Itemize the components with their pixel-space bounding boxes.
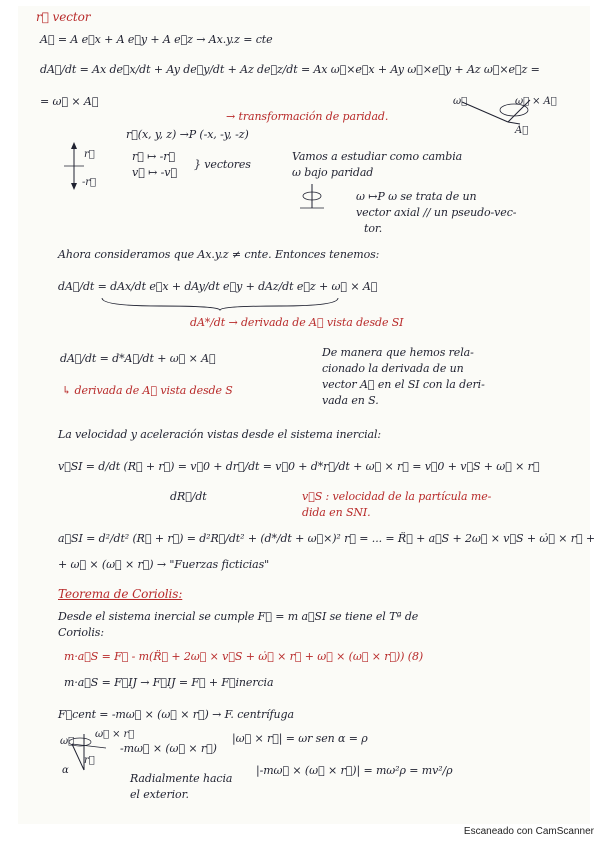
fig-omega-2-label: ω⃗ (60, 736, 75, 747)
fig-omega-cross-a-label: ω⃗ × A⃗ (515, 96, 557, 107)
study-omega-note: Vamos a estudiar como cambia (292, 150, 463, 163)
r-maps-minus-r: r⃗ ↦ -r⃗ (132, 150, 176, 163)
equation-centrifugal: F⃗cent = -mω⃗ × (ω⃗ × r⃗) → F. centrífuga (58, 708, 294, 721)
relation-note-4: vada en S. (322, 394, 379, 407)
equation-omega-cross-a: = ω⃗ × A⃗ (40, 95, 99, 108)
fig-r-label: r⃗ (84, 149, 95, 160)
fictitious-forces-line: + ω⃗ × (ω⃗ × r⃗) → "Fuerzas ficticias" (58, 558, 270, 571)
parity-transformation-note: → transformación de paridad. (226, 110, 389, 123)
radially-outward-note: Radialmente hacia (130, 772, 233, 785)
vs-definition-continued: dida en SNI. (302, 506, 371, 519)
coriolis-intro: Desde el sistema inercial se cumple F⃗ = m a⃗SI se tiene el Tª de (58, 610, 419, 623)
axial-pseudo-vector-note: vector axial // un pseudo-vec- (356, 206, 517, 219)
equation-centrifugal-magnitude: |-mω⃗ × (ω⃗ × r⃗)| = mω²ρ = mv²/ρ (256, 764, 453, 777)
relation-note-3: vector A⃗ en el SI con la deri- (322, 378, 485, 391)
coriolis-intro-continued: Coriolis: (58, 626, 104, 639)
equation-acceleration-si: a⃗SI = d²/dt² (R⃗ + r⃗) = d²R⃗/dt² + (d*/dt + ω⃗×)² r⃗ = ... = R̈⃗ + a⃗S + 2ω⃗ × v⃗S + ω̇⃗ × r⃗ + (58, 532, 596, 545)
equation-inertial-force: m·a⃗S = F⃗IJ → F⃗IJ = F⃗ + F⃗inercia (64, 676, 274, 689)
parity-mapping: r⃗(x, y, z) →P (-x, -y, -z) (126, 128, 249, 141)
radially-outward-continued: el exterior. (130, 788, 189, 801)
equation-velocity-si: v⃗SI = d/dt (R⃗ + r⃗) = v⃗0 + dr⃗/dt = v⃗0 + d*r⃗/dt + ω⃗ × r⃗ = v⃗0 + v⃗S + ω⃗ × r⃗ (58, 460, 540, 473)
fig-r-2-label: r⃗ (84, 755, 95, 766)
fig-alpha-label: α (62, 765, 69, 776)
equation-derivative-constant: dA⃗/dt = Ax de⃗x/dt + Ay de⃗y/dt + Az de⃗z/dt = Ax ω⃗×e⃗x + Ay ω⃗×e⃗y + Az ω⃗×e⃗z = (40, 63, 540, 76)
equation-full-derivative: dA⃗/dt = dAx/dt e⃗x + dAy/dt e⃗y + dAz/dt e⃗z + ω⃗ × A⃗ (58, 280, 378, 293)
centrifugal-force-expression: -mω⃗ × (ω⃗ × r⃗) (120, 742, 217, 755)
equation-rho: |ω⃗ × r⃗| = ωr sen α = ρ (232, 732, 368, 745)
relation-note-1: De manera que hemos rela- (322, 346, 474, 359)
non-constant-intro: Ahora consideramos que Ax.y.z ≠ cnte. Entonces tenemos: (58, 248, 380, 261)
omega-axial-vector-note: ω ↦P ω se trata de un (356, 190, 477, 203)
equation-derivative-relation: dA⃗/dt = d*A⃗/dt + ω⃗ × A⃗ (60, 352, 216, 365)
rotating-omega-icon (296, 180, 330, 214)
derivative-seen-from-si: dA*/dt → derivada de A⃗ vista desde SI (190, 316, 404, 329)
vectors-brace-label: } vectores (194, 158, 251, 171)
omega-under-parity-note: ω bajo paridad (292, 166, 374, 179)
vs-definition-note: v⃗S : velocidad de la partícula me- (302, 490, 492, 503)
coriolis-theorem-heading: Teorema de Coriolis: (58, 587, 183, 601)
fig-minus-r-label: -r⃗ (82, 177, 96, 188)
v-maps-minus-v: v⃗ ↦ -v⃗ (132, 166, 177, 179)
derivative-seen-from-s: ↳ derivada de A⃗ vista desde S (62, 384, 233, 397)
relation-note-2: cionado la derivada de un (322, 362, 464, 375)
fig-a-label: A⃗ (515, 125, 529, 136)
section-heading-vector: r⃗ vector (36, 10, 91, 24)
underbrace-icon (100, 296, 340, 312)
fig-omega-cross-r-label: ω⃗ × r⃗ (95, 729, 135, 740)
velocity-acceleration-heading: La velocidad y aceleración vistas desde el sistema inercial: (58, 428, 382, 441)
fig-omega-label: ω⃗ (453, 96, 468, 107)
scanner-watermark: Escaneado con CamScanner (463, 826, 594, 837)
equation-a-components: A⃗ = A e⃗x + A e⃗y + A e⃗z → Ax.y.z = cte (40, 33, 273, 46)
pseudo-vector-continued: tor. (364, 222, 383, 235)
dr-dt-label: dR⃗/dt (170, 490, 207, 503)
equation-coriolis-8: m·a⃗S = F⃗ - m(R̈⃗ + 2ω⃗ × v⃗S + ω̇⃗ × r⃗ + ω⃗ × (ω⃗ × r⃗)) (8) (64, 650, 424, 663)
